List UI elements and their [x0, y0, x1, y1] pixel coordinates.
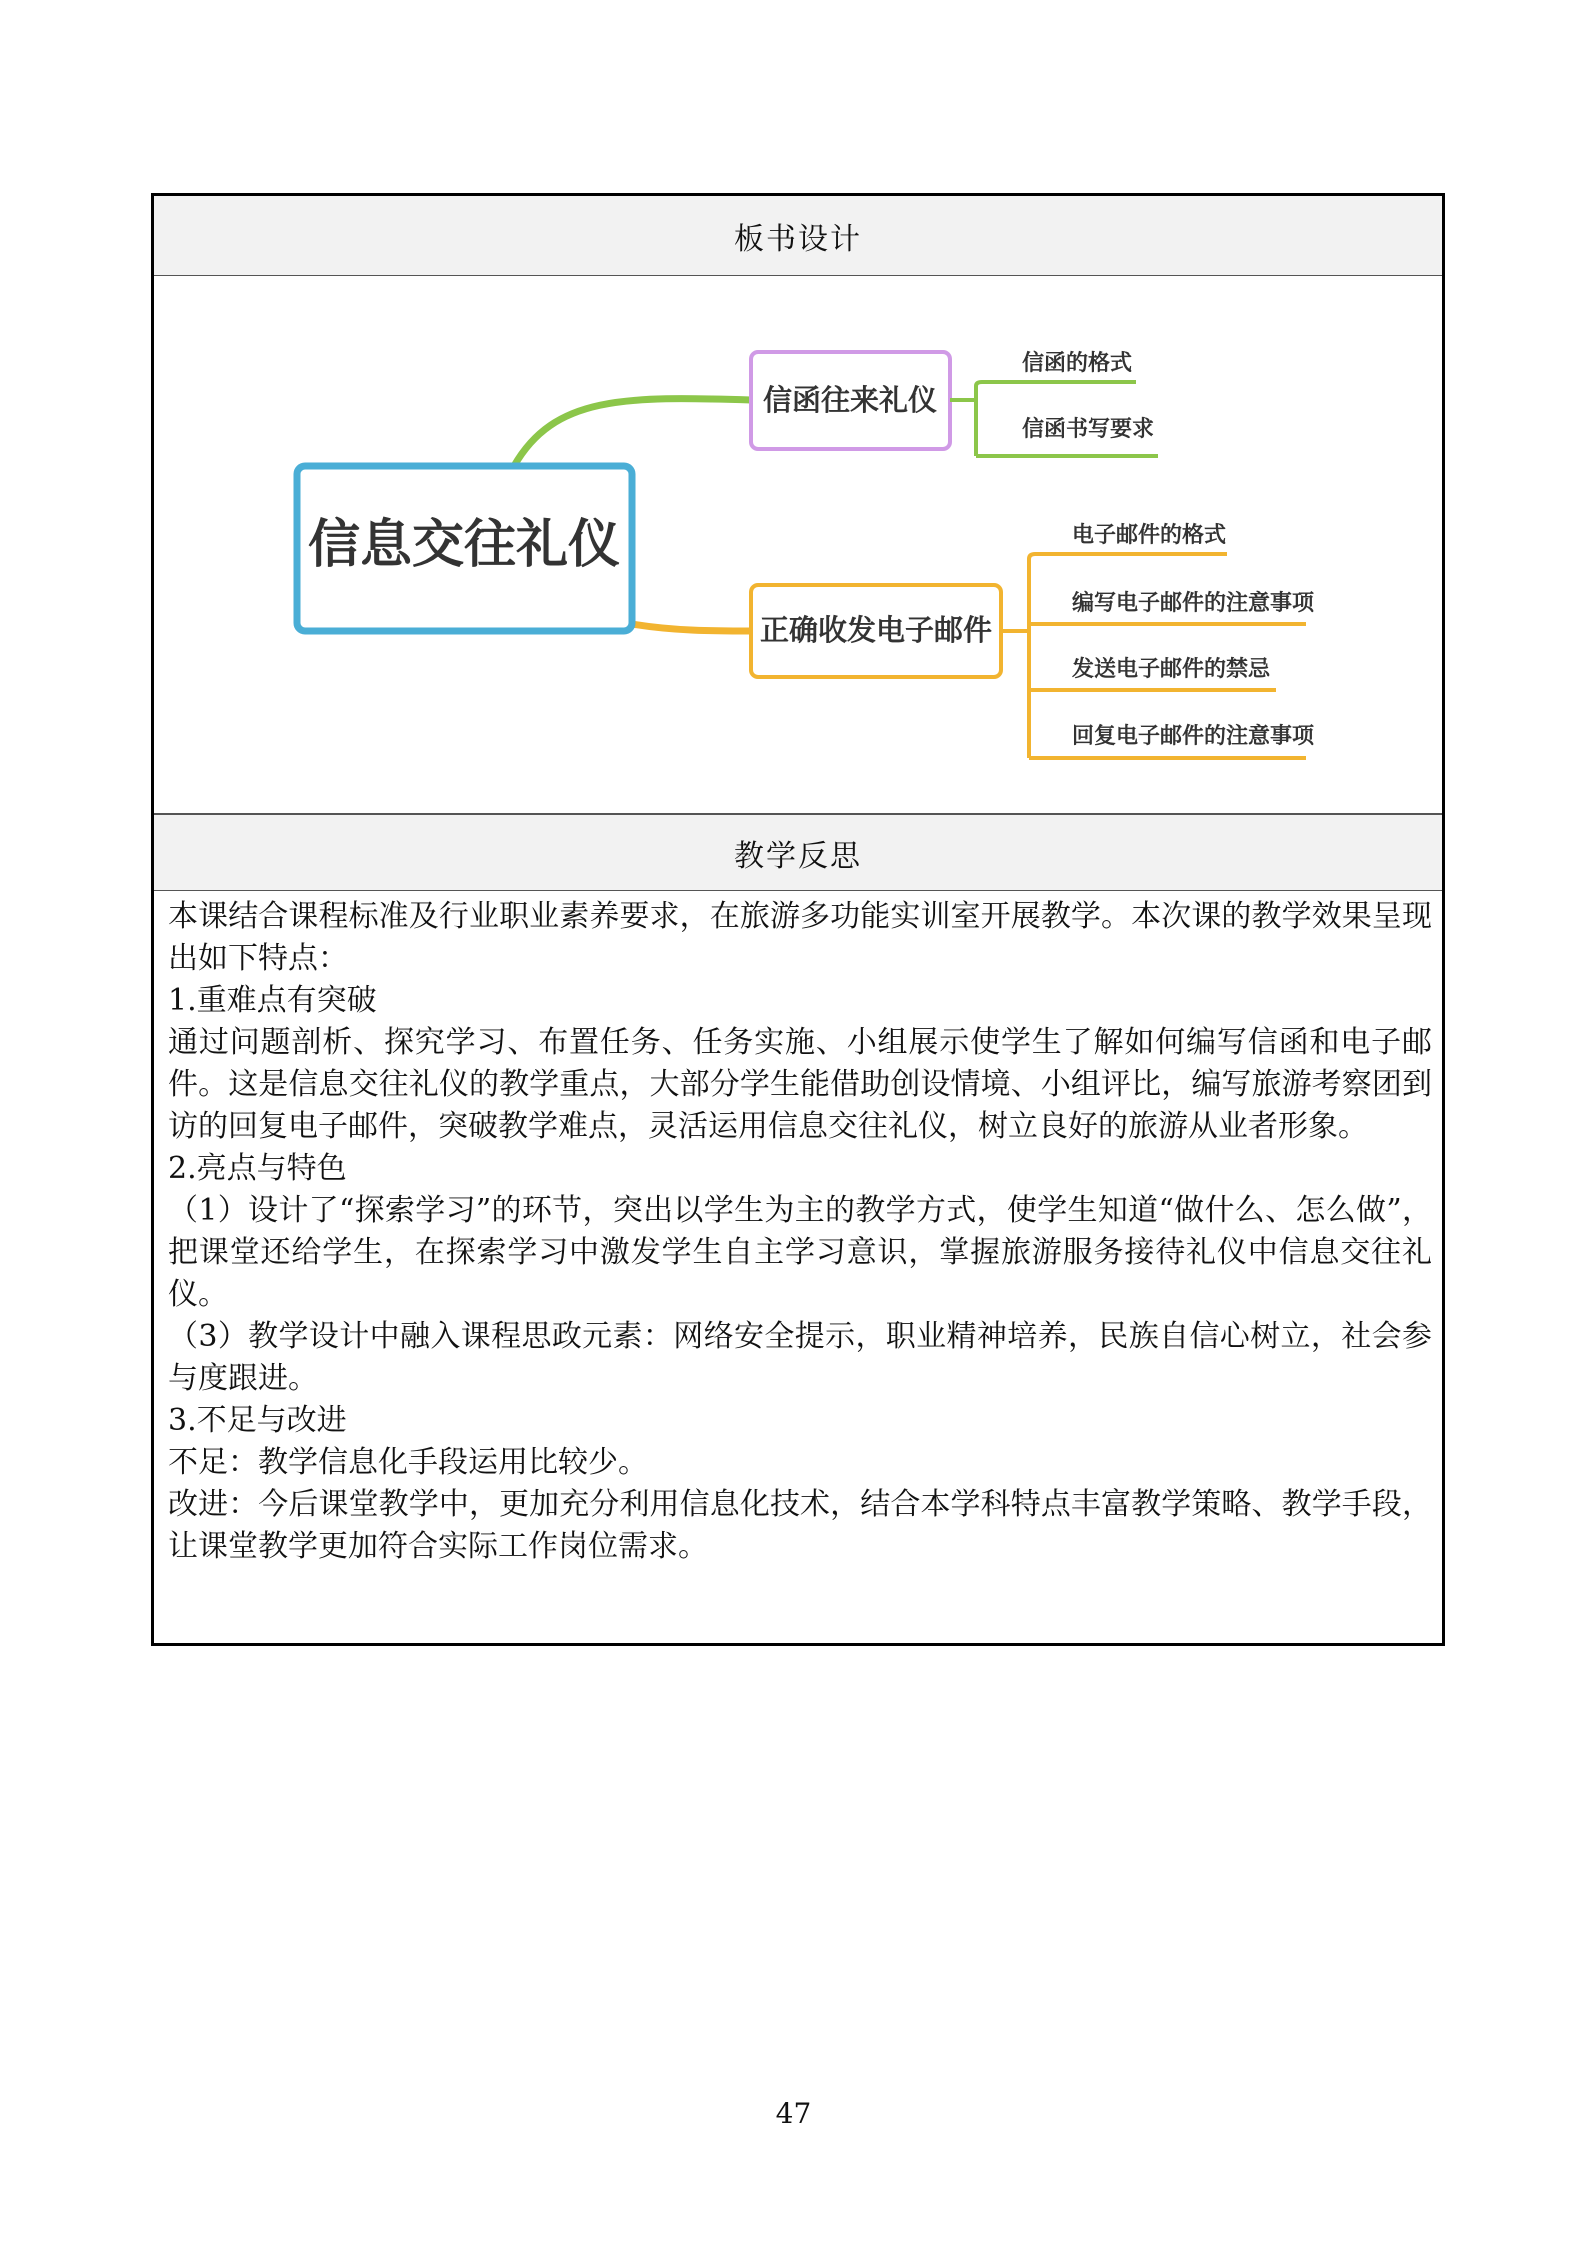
lesson-table: [151, 193, 1445, 1646]
branch2-child-3: 发送电子邮件的禁忌: [1072, 657, 1271, 682]
reflection-heading: 1.重难点有突破: [168, 983, 377, 1018]
branch2-child-2: 编写电子邮件的注意事项: [1072, 591, 1315, 616]
branch2-child-1: 电子邮件的格式: [1072, 523, 1227, 548]
reflection-heading: 3.不足与改进: [168, 1403, 347, 1438]
reflection-heading: 2.亮点与特色: [168, 1151, 347, 1186]
branch1-child-1: 信函的格式: [1022, 351, 1133, 376]
reflection-paragraph: （1）设计了“探索学习”的环节，突出以学生为主的教学方式，使学生知道“做什么、怎么做”，把课堂还给学生，在探索学习中激发学生自主学习意识，掌握旅游服务接待礼仪中信息交往礼仪。: [168, 1193, 1432, 1312]
reflection-header: 教学反思: [154, 814, 1442, 891]
branch1-child-2: 信函书写要求: [1022, 417, 1155, 442]
reflection-paragraph: （3）教学设计中融入课程思政元素：网络安全提示，职业精神培养，民族自信心树立，社会参与度跟进。: [168, 1319, 1432, 1396]
central-node-label: 信息交往礼仪: [307, 515, 621, 575]
reflection-paragraph: 改进：今后课堂教学中，更加充分利用信息化技术，结合本学科特点丰富教学策略、教学手段，让课堂教学更加符合实际工作岗位需求。: [168, 1487, 1432, 1564]
connector-branch1: [514, 399, 751, 466]
reflection-body: [168, 896, 1432, 1568]
board-design-header: 板书设计: [154, 196, 1442, 276]
mind-map-svg: [154, 276, 1442, 812]
branch2-child-4: 回复电子邮件的注意事项: [1072, 724, 1315, 749]
branch2-label: 正确收发电子邮件: [759, 613, 993, 647]
mind-map: [154, 276, 1442, 814]
reflection-paragraph: 通过问题剖析、探究学习、布置任务、任务实施、小组展示使学生了解如何编写信函和电子邮件。这是信息交往礼仪的教学重点，大部分学生能借助创设情境、小组评比，编写旅游考察团到访的回复电子邮件，突破教学难点，灵活运用信息交往礼仪，树立良好的旅游从业者形象。: [168, 1025, 1432, 1144]
connector-branch2: [632, 624, 751, 631]
reflection-paragraph: 本课结合课程标准及行业职业素养要求，在旅游多功能实训室开展教学。本次课的教学效果呈现出如下特点：: [168, 899, 1432, 976]
page-number: 47: [775, 2097, 812, 2130]
reflection-paragraph: 不足：教学信息化手段运用比较少。: [168, 1445, 648, 1480]
branch1-label: 信函往来礼仪: [762, 383, 938, 417]
